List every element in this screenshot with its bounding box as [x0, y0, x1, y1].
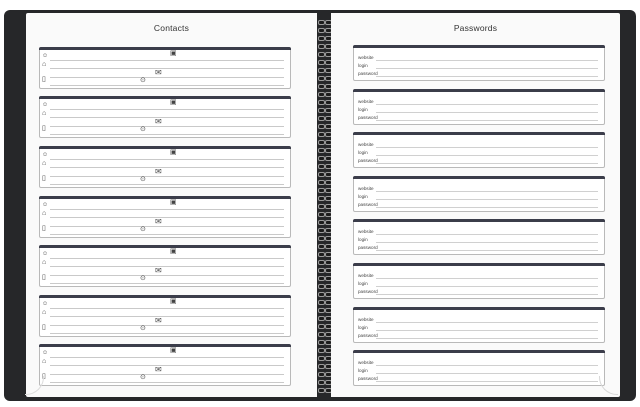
password-label: password	[358, 71, 378, 76]
spiral-ring	[317, 60, 331, 64]
login-write-line[interactable]	[376, 373, 598, 374]
password-label: password	[358, 158, 378, 164]
contact-write-line[interactable]	[50, 217, 284, 218]
gift-icon: ⊙	[140, 275, 146, 282]
spiral-ring	[317, 236, 331, 240]
envelope-icon: ✉	[155, 167, 162, 176]
spiral-ring	[317, 52, 331, 56]
website-label: website	[358, 98, 374, 104]
phone-icon: ▯	[42, 175, 46, 182]
login-label: login	[358, 237, 368, 243]
password-entry[interactable]	[353, 176, 605, 212]
contact-write-line[interactable]	[50, 365, 284, 366]
login-label: login	[358, 63, 368, 68]
contact-write-line[interactable]	[50, 374, 284, 375]
password-entry-header-bar	[353, 176, 605, 179]
phone-icon: ▯	[42, 76, 46, 83]
passwords-page-title: Passwords	[453, 23, 498, 33]
password-write-line[interactable]	[376, 207, 598, 208]
spiral-ring	[317, 20, 331, 24]
contact-write-line[interactable]	[50, 308, 284, 309]
contact-write-line[interactable]	[50, 68, 284, 69]
contact-entry-header-bar	[39, 295, 291, 298]
password-write-line[interactable]	[376, 250, 598, 251]
contact-write-line[interactable]	[50, 333, 284, 334]
spiral-ring	[317, 140, 331, 144]
phone-icon: ▯	[42, 125, 46, 132]
password-label: password	[358, 289, 378, 294]
password-entry[interactable]	[353, 307, 605, 343]
website-label: website	[358, 185, 374, 191]
spiral-ring	[317, 348, 331, 352]
contact-write-line[interactable]	[50, 325, 284, 326]
phone-icon: ▯	[42, 324, 46, 331]
contact-write-line[interactable]	[50, 159, 284, 160]
password-entry-header-bar	[353, 132, 605, 135]
home-icon: ⌂	[42, 61, 47, 68]
contact-entry[interactable]	[39, 295, 291, 337]
contact-write-line[interactable]	[50, 209, 284, 210]
website-write-line[interactable]	[376, 278, 598, 279]
spiral-ring	[317, 300, 331, 304]
password-entry-header-bar	[353, 45, 605, 48]
spiral-ring	[317, 228, 331, 232]
login-write-line[interactable]	[376, 155, 598, 156]
contact-entry[interactable]	[39, 245, 291, 287]
spiral-ring	[317, 276, 331, 280]
spiral-ring	[317, 324, 331, 328]
envelope-icon: ✉	[155, 266, 162, 275]
password-write-line[interactable]	[376, 163, 598, 164]
spiral-ring	[317, 28, 331, 32]
password-entry-header-bar	[353, 263, 605, 266]
spiral-ring	[317, 332, 331, 336]
website-write-line[interactable]	[376, 191, 598, 192]
home-icon: ⌂	[42, 210, 47, 217]
building-icon: ▣	[170, 347, 177, 354]
contacts-page-title: Contacts	[153, 23, 190, 33]
website-label: website	[358, 316, 374, 322]
contact-write-line[interactable]	[50, 126, 284, 127]
password-label: password	[358, 332, 378, 338]
password-entry[interactable]	[353, 219, 605, 255]
spiral-ring	[317, 308, 331, 312]
person-icon: ☺	[42, 102, 49, 108]
contact-write-line[interactable]	[50, 226, 284, 227]
spiral-ring	[317, 132, 331, 136]
spiral-ring	[317, 372, 331, 376]
contact-entry-header-bar	[39, 96, 291, 99]
website-write-line[interactable]	[376, 147, 598, 148]
password-write-line[interactable]	[376, 76, 598, 77]
spiral-ring	[317, 340, 331, 344]
contact-write-line[interactable]	[50, 117, 284, 118]
password-entry-header-bar	[353, 350, 605, 353]
website-write-line[interactable]	[376, 104, 598, 105]
home-icon: ⌂	[42, 160, 47, 167]
contact-write-line[interactable]	[50, 85, 284, 86]
login-write-line[interactable]	[376, 286, 598, 287]
spiral-ring	[317, 92, 331, 96]
home-icon: ⌂	[42, 358, 47, 365]
password-write-line[interactable]	[376, 381, 598, 382]
envelope-icon: ✉	[155, 365, 162, 374]
password-entry[interactable]	[353, 132, 605, 168]
spiral-ring	[317, 124, 331, 128]
login-label: login	[358, 106, 368, 112]
login-write-line[interactable]	[376, 330, 598, 331]
contact-entry-header-bar	[39, 146, 291, 149]
contact-write-line[interactable]	[50, 382, 284, 383]
spiral-ring	[317, 244, 331, 248]
corner-pocket-right	[599, 376, 618, 395]
envelope-icon: ✉	[155, 316, 162, 325]
contact-write-line[interactable]	[50, 357, 284, 358]
passwords-page	[331, 13, 620, 397]
contact-entry[interactable]	[39, 344, 291, 386]
spiral-ring	[317, 84, 331, 88]
home-icon: ⌂	[42, 309, 47, 316]
spiral-ring	[317, 364, 331, 368]
gift-icon: ⊙	[140, 374, 146, 381]
contact-write-line[interactable]	[50, 60, 284, 61]
password-entry[interactable]	[353, 45, 605, 81]
spiral-ring	[317, 260, 331, 264]
contact-entry-header-bar	[39, 344, 291, 347]
login-label: login	[358, 281, 368, 286]
contact-entry-header-bar	[39, 196, 291, 199]
spiral-ring	[317, 316, 331, 320]
contact-entry-header-bar	[39, 47, 291, 50]
contact-entry-header-bar	[39, 245, 291, 248]
website-label: website	[358, 229, 374, 235]
password-entry[interactable]	[353, 350, 605, 386]
contact-write-line[interactable]	[50, 266, 284, 267]
spiral-binding	[317, 10, 331, 401]
person-icon: ☺	[42, 53, 49, 59]
contact-write-line[interactable]	[50, 77, 284, 78]
password-entry[interactable]	[353, 89, 605, 125]
contact-write-line[interactable]	[50, 283, 284, 284]
contact-write-line[interactable]	[50, 109, 284, 110]
spiral-ring	[317, 212, 331, 216]
spiral-ring	[317, 380, 331, 384]
person-icon: ☺	[42, 301, 49, 307]
gift-icon: ⊙	[140, 325, 146, 332]
password-entry[interactable]	[353, 263, 605, 299]
envelope-icon: ✉	[155, 68, 162, 77]
contact-entry[interactable]	[39, 146, 291, 188]
home-icon: ⌂	[42, 259, 47, 266]
spiral-ring	[317, 388, 331, 392]
gift-icon: ⊙	[140, 126, 146, 133]
contact-entry[interactable]	[39, 96, 291, 138]
spiral-ring	[317, 180, 331, 184]
person-icon: ☺	[42, 350, 49, 356]
spiral-ring	[317, 44, 331, 48]
login-label: login	[358, 324, 368, 330]
home-icon: ⌂	[42, 110, 47, 117]
planner-book	[4, 10, 636, 401]
spiral-ring	[317, 100, 331, 104]
building-icon: ▣	[170, 149, 177, 156]
password-write-line[interactable]	[376, 338, 598, 339]
spiral-ring	[317, 156, 331, 160]
spiral-ring	[317, 196, 331, 200]
website-label: website	[358, 142, 374, 148]
phone-icon: ▯	[42, 373, 46, 380]
password-label: password	[358, 376, 378, 382]
contact-write-line[interactable]	[50, 176, 284, 177]
person-icon: ☺	[42, 152, 49, 158]
login-write-line[interactable]	[376, 112, 598, 113]
contact-write-line[interactable]	[50, 134, 284, 135]
person-icon: ☺	[42, 251, 49, 257]
gift-icon: ⊙	[140, 176, 146, 183]
building-icon: ▣	[170, 50, 177, 57]
spiral-ring	[317, 188, 331, 192]
building-icon: ▣	[170, 248, 177, 255]
contact-write-line[interactable]	[50, 184, 284, 185]
spiral-ring	[317, 76, 331, 80]
login-write-line[interactable]	[376, 68, 598, 69]
phone-icon: ▯	[42, 274, 46, 281]
password-entry-header-bar	[353, 89, 605, 92]
website-write-line[interactable]	[376, 234, 598, 235]
contact-write-line[interactable]	[50, 258, 284, 259]
contact-write-line[interactable]	[50, 275, 284, 276]
website-write-line[interactable]	[376, 365, 598, 366]
password-entry-header-bar	[353, 219, 605, 222]
password-label: password	[358, 114, 378, 120]
login-write-line[interactable]	[376, 199, 598, 200]
login-label: login	[358, 150, 368, 156]
spiral-ring	[317, 292, 331, 296]
password-entry-header-bar	[353, 307, 605, 310]
spiral-ring	[317, 204, 331, 208]
spiral-ring	[317, 220, 331, 224]
spiral-ring	[317, 268, 331, 272]
website-write-line[interactable]	[376, 322, 598, 323]
login-label: login	[358, 368, 368, 374]
spiral-ring	[317, 68, 331, 72]
contact-write-line[interactable]	[50, 167, 284, 168]
website-label: website	[358, 360, 374, 366]
spiral-ring	[317, 148, 331, 152]
building-icon: ▣	[170, 298, 177, 305]
spiral-ring	[317, 172, 331, 176]
building-icon: ▣	[170, 99, 177, 106]
envelope-icon: ✉	[155, 217, 162, 226]
contact-entry[interactable]	[39, 196, 291, 238]
login-write-line[interactable]	[376, 242, 598, 243]
password-write-line[interactable]	[376, 294, 598, 295]
phone-icon: ▯	[42, 225, 46, 232]
spiral-ring	[317, 108, 331, 112]
password-label: password	[358, 245, 378, 251]
website-write-line[interactable]	[376, 60, 598, 61]
contact-entry[interactable]	[39, 47, 291, 89]
gift-icon: ⊙	[140, 77, 146, 84]
password-label: password	[358, 201, 378, 207]
spiral-ring	[317, 252, 331, 256]
contact-write-line[interactable]	[50, 316, 284, 317]
corner-pocket-left	[25, 376, 44, 395]
gift-icon: ⊙	[140, 226, 146, 233]
envelope-icon: ✉	[155, 117, 162, 126]
login-label: login	[358, 193, 368, 199]
spiral-ring	[317, 164, 331, 168]
person-icon: ☺	[42, 202, 49, 208]
building-icon: ▣	[170, 199, 177, 206]
website-label: website	[358, 55, 374, 60]
website-label: website	[358, 273, 374, 278]
spiral-ring	[317, 284, 331, 288]
contacts-page	[26, 13, 317, 397]
spiral-ring	[317, 36, 331, 40]
contact-write-line[interactable]	[50, 234, 284, 235]
spiral-ring	[317, 116, 331, 120]
spiral-ring	[317, 356, 331, 360]
password-write-line[interactable]	[376, 120, 598, 121]
